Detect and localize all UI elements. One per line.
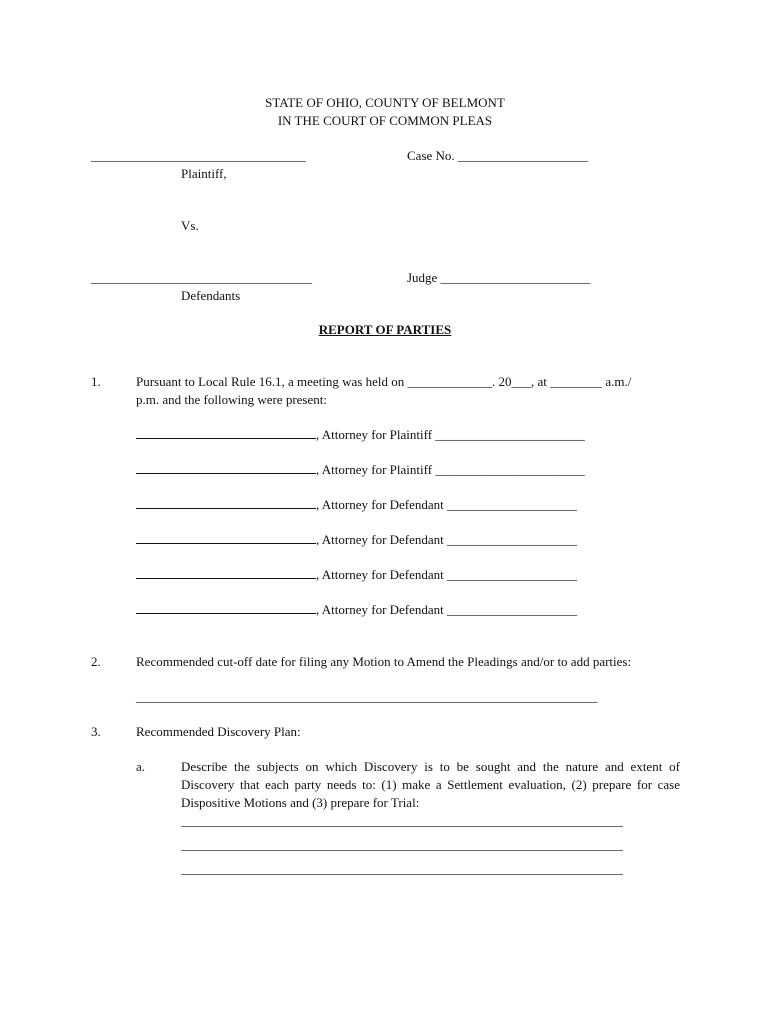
item-3a-answer-blank[interactable]: ____________________________________________________________________ [181, 837, 623, 852]
attendee-role-label: , Attorney for Defendant ____________________ [316, 602, 578, 617]
attendee-role-label: , Attorney for Plaintiff _______________________ [316, 427, 585, 442]
attendee-role-label: , Attorney for Plaintiff _______________________ [316, 462, 585, 477]
court-header-court: IN THE COURT OF COMMON PLEAS [277, 113, 493, 128]
attendee-role-label: , Attorney for Defendant ____________________ [316, 532, 578, 547]
attendee-row[interactable] [136, 496, 577, 514]
item-3a-text: Describe the subjects on which Discovery is to be sought and the nature and extent of Discovery that each party needs to: (1) make a Settlement evaluation, (2) prepare for case Dispositive Motions and (3) prepare for Trial: [181, 759, 680, 810]
case-number-field[interactable]: Case No. ____________________ [407, 148, 588, 163]
plaintiff-name-blank[interactable]: _________________________________ [91, 148, 306, 163]
item-2-text: Recommended cut-off date for filing any Motion to Amend the Pleadings and/or to add parties: [136, 654, 632, 669]
attendee-name-blank[interactable] [136, 426, 316, 439]
item-2-answer-blank[interactable]: _______________________________________________________________________ [136, 689, 598, 704]
court-header-state: STATE OF OHIO, COUNTY OF BELMONT [265, 95, 505, 110]
attendee-row[interactable] [136, 461, 585, 479]
attendee-name-blank[interactable] [136, 496, 316, 509]
attendee-role-label: , Attorney for Defendant ____________________ [316, 497, 578, 512]
item-3-text: Recommended Discovery Plan: [136, 724, 301, 739]
item-3a-letter: a. [136, 759, 146, 774]
defendants-label: Defendants [181, 288, 241, 303]
item-3a-answer-blank[interactable]: ____________________________________________________________________ [181, 861, 623, 876]
attendee-name-blank[interactable] [136, 601, 316, 614]
document-title: REPORT OF PARTIES [318, 322, 452, 337]
attendee-name-blank[interactable] [136, 461, 316, 474]
attendee-row[interactable] [136, 531, 577, 549]
attendee-row[interactable] [136, 426, 585, 444]
defendant-name-blank[interactable]: __________________________________ [91, 270, 312, 285]
item-3-number: 3. [91, 724, 101, 739]
item-1-line-2: p.m. and the following were present: [136, 392, 327, 407]
attendee-row[interactable] [136, 566, 577, 584]
item-3a-answer-blank[interactable]: ____________________________________________________________________ [181, 813, 623, 828]
attendee-name-blank[interactable] [136, 531, 316, 544]
plaintiff-label: Plaintiff, [181, 166, 227, 181]
item-2-number: 2. [91, 654, 101, 669]
attendee-name-blank[interactable] [136, 566, 316, 579]
item-1-number: 1. [91, 374, 101, 389]
versus-label: Vs. [181, 218, 199, 233]
item-1-line-1[interactable]: Pursuant to Local Rule 16.1, a meeting was held on _____________. 20___, at ________ a.m./ [136, 374, 632, 389]
attendee-role-label: , Attorney for Defendant ____________________ [316, 567, 578, 582]
judge-field[interactable]: Judge _______________________ [407, 270, 591, 285]
attendee-row[interactable] [136, 601, 577, 619]
